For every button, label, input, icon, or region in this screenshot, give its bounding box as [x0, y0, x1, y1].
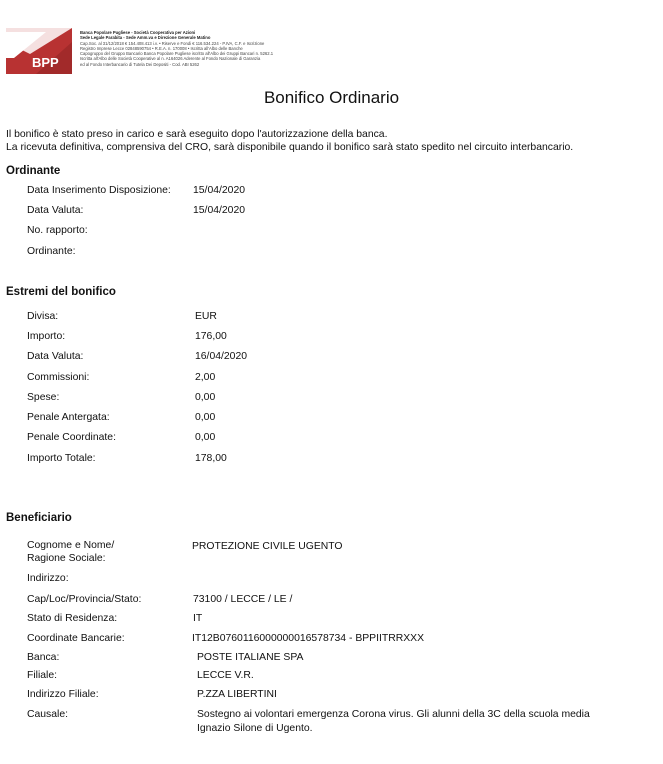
- bank-line: Capogruppo del Gruppo Bancario Banca Popolare Pugliese iscritto all'Albo dei Gruppi Bancari n. 5262.1: [80, 51, 274, 57]
- bank-line: Iscritta all'Albo delle Società Cooperative al n. A164026 Aderente al Fondo Nazionale di Garanzia: [80, 56, 261, 62]
- value-coordinate-bancarie: IT12B0760116000000016578734 - BPPIITRRXXX: [192, 633, 425, 644]
- bank-line: Banca Popolare Pugliese - Società Cooperativa per Azioni: [80, 30, 196, 35]
- value-cognome-nome: PROTEZIONE CIVILE UGENTO: [192, 541, 343, 552]
- logo-text: BPP: [32, 55, 59, 70]
- label-ordinante: Ordinante:: [27, 246, 76, 257]
- intro-line-2: La ricevuta definitiva, comprensiva del CRO, sarà disponibile quando il bonifico sarà stato spedito nel circuito interbancario.: [6, 142, 574, 153]
- value-divisa: EUR: [195, 311, 217, 322]
- label-filiale: Filiale:: [27, 670, 58, 681]
- label-cognome-nome: Cognome e Nome/: [27, 540, 115, 551]
- intro-text: [6, 128, 573, 154]
- value-cap-loc: 73100 / LECCE / LE /: [193, 594, 293, 605]
- intro-line-1: Il bonifico è stato preso in carico e sarà eseguito dopo l'autorizzazione della banca.: [6, 129, 388, 140]
- value-importo-totale: 178,00: [195, 453, 227, 464]
- value-data-valuta-bonifico: 16/04/2020: [195, 351, 248, 362]
- bank-line: Cap.Soc. al 31/12/2018 € 154.408.413 i.v. • Riserve e Fondi € 116.534.224 - P.IVA, C.F. e Iscrizione: [80, 40, 265, 46]
- label-banca: Banca:: [27, 652, 60, 663]
- value-penale-antergata: 0,00: [195, 412, 216, 423]
- value-penale-coordinate: 0,00: [195, 432, 216, 443]
- bank-info: [80, 30, 325, 67]
- value-data-valuta: 15/04/2020: [193, 205, 246, 216]
- label-importo-totale: Importo Totale:: [27, 453, 96, 464]
- section-heading-estremi: Estremi del bonifico: [6, 286, 116, 298]
- header: [6, 28, 72, 74]
- value-banca: POSTE ITALIANE SPA: [197, 652, 304, 663]
- label-coordinate-bancarie: Coordinate Bancarie:: [27, 633, 125, 644]
- label-no-rapporto: No. rapporto:: [27, 225, 88, 236]
- page-title: Bonifico Ordinario: [263, 88, 400, 107]
- value-data-inserimento: 15/04/2020: [193, 185, 246, 196]
- value-filiale: LECCE V.R.: [197, 670, 254, 681]
- label-cap-loc: Cap/Loc/Provincia/Stato:: [27, 594, 142, 605]
- label-causale: Causale:: [27, 709, 69, 720]
- bpp-logo: [6, 28, 72, 74]
- label-divisa: Divisa:: [27, 311, 59, 322]
- bank-line: Sede Legale Parabita - Sede Amm.va e Direzione Generale Matino: [80, 35, 211, 41]
- label-indirizzo-filiale: Indirizzo Filiale:: [27, 689, 99, 700]
- value-importo: 176,00: [195, 331, 227, 342]
- label-indirizzo: Indirizzo:: [27, 573, 69, 584]
- label-commissioni: Commissioni:: [27, 372, 90, 383]
- section-heading-beneficiario: Beneficiario: [6, 512, 72, 524]
- label-data-valuta: Data Valuta:: [27, 205, 84, 216]
- label-importo: Importo:: [27, 331, 66, 342]
- value-spese: 0,00: [195, 392, 216, 403]
- section-heading-ordinante: Ordinante: [6, 165, 61, 177]
- value-causale-line-1: Sostegno ai volontari emergenza Corona virus. Gli alunni della 3C della scuola media: [197, 709, 590, 720]
- label-ragione-sociale: Ragione Sociale:: [27, 553, 106, 564]
- bank-line: Registro Imprese Lecce 02848590754 • R.E.A. n. 170008 • Iscritta all'Albo delle Banche: [80, 45, 243, 51]
- label-stato-residenza: Stato di Residenza:: [27, 613, 118, 624]
- value-causale-line-2: Ignazio Silone di Ugento.: [197, 723, 313, 734]
- value-indirizzo-filiale: P.ZZA LIBERTINI: [197, 689, 277, 700]
- label-penale-antergata: Penale Antergata:: [27, 412, 110, 423]
- bank-line: ed al Fondo Interbancario di Tutela Dei Depositi - Cod. ABI 5262: [80, 61, 200, 67]
- label-spese: Spese:: [27, 392, 60, 403]
- value-stato-residenza: IT: [193, 613, 203, 624]
- label-data-inserimento: Data Inserimento Disposizione:: [27, 185, 171, 196]
- label-data-valuta-bonifico: Data Valuta:: [27, 351, 84, 362]
- label-penale-coordinate: Penale Coordinate:: [27, 432, 116, 443]
- value-commissioni: 2,00: [195, 372, 216, 383]
